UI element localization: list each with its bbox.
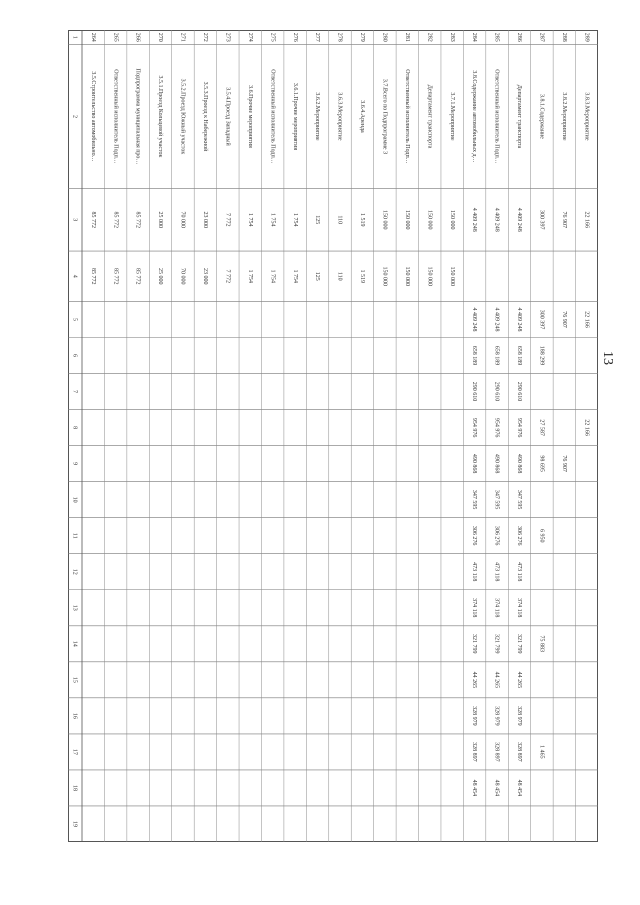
cell-value: 1 754 — [269, 269, 276, 283]
cell-value: 300 397 — [538, 210, 545, 230]
cell-value: 290 610 — [471, 381, 478, 402]
cell-value: 4 409 248 — [471, 307, 478, 332]
row-name: Ответственный исполнитель Подп… — [112, 69, 119, 164]
cell-value: 85 772 — [112, 267, 119, 285]
row-id: 289 — [583, 32, 590, 42]
cell-value: 300 397 — [538, 309, 545, 330]
row-name: Ответственный исполнитель Подп… — [493, 69, 500, 164]
cell-value: 1 465 — [538, 745, 545, 759]
row-name: 3.6.4.Аренда — [359, 100, 366, 133]
cell-value: 85 772 — [89, 211, 96, 229]
header-number: 16 — [71, 712, 78, 719]
cell-value: 328 897 — [493, 742, 500, 762]
row-name: 3.6.3.Мероприятие — [336, 92, 343, 141]
cell-value: 374 118 — [471, 598, 478, 618]
cell-value: 347 595 — [493, 489, 500, 510]
row-id: 283 — [448, 32, 455, 42]
row-id: 272 — [202, 32, 209, 42]
cell-value: 328 979 — [471, 706, 478, 726]
row-id: 284 — [471, 32, 478, 42]
header-number: 13 — [71, 604, 78, 611]
row-id: 288 — [560, 32, 567, 42]
row-name: 3.6.1.Прочие мероприятия — [291, 82, 298, 151]
row-id: 286 — [516, 32, 523, 42]
row-name: 3.8.Содержание автомобильных д… — [471, 70, 478, 163]
cell-value: 150 000 — [448, 266, 455, 286]
cell-value: 321 799 — [471, 634, 478, 654]
cell-value: 75 883 — [538, 635, 545, 653]
cell-value: 473 118 — [516, 562, 523, 582]
cell-value: 490 868 — [493, 453, 500, 474]
header-number: 14 — [71, 640, 78, 647]
row-name: 3.5.1.Проезд Кольцевой участок — [157, 75, 164, 158]
cell-value: 48 454 — [493, 779, 500, 797]
cell-value: 125 — [314, 215, 321, 225]
cell-value: 4 409 248 — [493, 207, 500, 232]
cell-value: 321 799 — [493, 634, 500, 654]
cell-value: 110 — [336, 271, 343, 281]
cell-value: 658 189 — [471, 345, 478, 366]
cell-value: 306 276 — [471, 525, 478, 546]
row-name: 3.7.Всего по Подпрограмме 3 — [381, 78, 388, 155]
cell-value: 188 299 — [538, 345, 545, 366]
row-id: 270 — [157, 32, 164, 42]
cell-value: 374 118 — [516, 598, 523, 618]
header-number: 17 — [71, 748, 78, 755]
row-id: 266 — [134, 32, 141, 42]
cell-value: 98 695 — [538, 455, 545, 472]
cell-value: 150 000 — [403, 210, 410, 230]
page-number: 13 — [600, 351, 615, 365]
header-number: 9 — [71, 462, 78, 466]
row-id: 276 — [291, 32, 298, 42]
cell-value: 4 409 248 — [516, 307, 523, 332]
header-number: 12 — [71, 568, 78, 575]
cell-value: 1 754 — [291, 213, 298, 227]
cell-value: 22 166 — [583, 311, 590, 328]
header-number: 3 — [71, 218, 78, 222]
header-number: 19 — [71, 820, 78, 827]
row-name: 3.5.Строительство автомобильно… — [89, 71, 96, 162]
cell-value: 954 976 — [516, 417, 523, 438]
cell-value: 150 000 — [448, 210, 455, 230]
row-name: 3.5.2.Проезд Южный участок — [179, 78, 186, 155]
cell-value: 473 118 — [493, 562, 500, 582]
cell-value: 321 799 — [516, 634, 523, 654]
cell-value: 22 166 — [583, 419, 590, 436]
cell-value: 490 868 — [516, 453, 523, 474]
cell-value: 150 000 — [403, 266, 410, 286]
cell-value: 4 409 248 — [516, 207, 523, 232]
cell-value: 70 000 — [179, 211, 186, 229]
header-number: 15 — [71, 676, 78, 683]
cell-value: 1 754 — [269, 213, 276, 227]
row-name: 3.8.1.Содержание — [538, 94, 545, 139]
cell-value: 22 166 — [583, 211, 590, 229]
cell-value: 23 000 — [202, 211, 209, 229]
cell-value: 347 595 — [516, 489, 523, 510]
cell-value: 473 118 — [471, 562, 478, 582]
row-id: 277 — [314, 32, 321, 42]
cell-value: 490 868 — [471, 453, 478, 474]
row-name: 3.5.4.Проезд Западный — [224, 87, 231, 146]
row-id: 271 — [179, 32, 186, 42]
cell-value: 44 265 — [493, 671, 500, 689]
header-number: 10 — [71, 496, 78, 503]
cell-value: 25 000 — [157, 211, 164, 229]
cell-value: 290 610 — [493, 381, 500, 402]
header-number: 6 — [71, 354, 78, 358]
row-name: 3.7.1.Мероприятие — [448, 92, 455, 141]
cell-value: 954 976 — [493, 417, 500, 438]
row-id: 265 — [112, 32, 119, 42]
cell-value: 7 772 — [224, 213, 231, 227]
header-number: 5 — [71, 317, 78, 321]
cell-value: 328 979 — [493, 706, 500, 726]
cell-value: 23 000 — [202, 267, 209, 285]
cell-value: 150 000 — [426, 210, 433, 230]
cell-value: 306 276 — [493, 525, 500, 546]
cell-value: 1 519 — [359, 269, 366, 283]
cell-value: 27 587 — [538, 419, 545, 436]
cell-value: 290 610 — [516, 381, 523, 402]
cell-value: 76 907 — [560, 455, 567, 472]
cell-value: 25 000 — [157, 267, 164, 285]
header-number: 4 — [71, 274, 78, 278]
cell-value: 48 454 — [516, 779, 523, 797]
row-id: 285 — [493, 32, 500, 42]
row-id: 279 — [359, 32, 366, 42]
row-name: Ответственный исполнитель Подп… — [269, 69, 276, 164]
row-id: 287 — [538, 32, 545, 42]
cell-value: 76 907 — [560, 211, 567, 229]
row-id: 280 — [381, 32, 388, 42]
cell-value: 76 907 — [560, 311, 567, 328]
row-name: Подпрограмма муниципальная про… — [134, 68, 141, 165]
cell-value: 125 — [314, 271, 321, 281]
cell-value: 150 000 — [381, 210, 388, 230]
row-name: Департамент транспорта — [426, 84, 433, 149]
cell-value: 44 265 — [471, 671, 478, 689]
cell-value: 328 897 — [516, 742, 523, 762]
cell-value: 347 595 — [471, 489, 478, 510]
header-number: 7 — [71, 390, 78, 394]
cell-value: 110 — [336, 215, 343, 225]
cell-value: 954 976 — [471, 417, 478, 438]
row-id: 264 — [89, 32, 96, 42]
row-name: 3.8.2.Мероприятие — [560, 92, 567, 141]
row-id: 275 — [269, 32, 276, 42]
header-number: 1 — [71, 35, 78, 39]
row-id: 278 — [336, 32, 343, 42]
cell-value: 1 754 — [246, 269, 253, 283]
cell-value: 85 772 — [134, 211, 141, 229]
row-id: 274 — [246, 32, 253, 42]
row-name: 3.6.Прочие мероприятия — [246, 85, 253, 148]
cell-value: 70 000 — [179, 267, 186, 285]
header-number: 18 — [71, 784, 78, 791]
cell-value: 328 979 — [516, 706, 523, 726]
cell-value: 150 000 — [381, 266, 388, 286]
cell-value: 85 772 — [89, 267, 96, 285]
cell-value: 658 189 — [516, 345, 523, 366]
row-name: 3.5.3.Проезд к Набережной — [202, 81, 209, 152]
cell-value: 7 772 — [224, 269, 231, 283]
cell-value: 150 000 — [426, 266, 433, 286]
cell-value: 4 409 248 — [471, 207, 478, 232]
table-svg — [68, 30, 598, 842]
cell-value: 306 276 — [516, 525, 523, 546]
cell-value: 1 519 — [359, 213, 366, 227]
cell-value: 48 454 — [471, 779, 478, 797]
rotated-budget-table — [68, 30, 598, 842]
cell-value: 1 754 — [291, 269, 298, 283]
row-name: 3.8.3.Мероприятие — [583, 92, 590, 141]
cell-value: 85 772 — [112, 211, 119, 229]
cell-value: 4 409 248 — [493, 307, 500, 332]
header-number: 2 — [71, 114, 78, 118]
cell-value: 85 772 — [134, 267, 141, 285]
header-number: 11 — [71, 532, 78, 539]
row-id: 273 — [224, 32, 231, 42]
row-name: Департамент транспорта — [516, 84, 523, 149]
header-number: 8 — [71, 426, 78, 430]
cell-value: 44 265 — [516, 671, 523, 689]
row-id: 282 — [426, 32, 433, 42]
row-name: 3.6.2.Мероприятие — [314, 92, 321, 141]
cell-value: 658 189 — [493, 345, 500, 366]
cell-value: 6 950 — [538, 528, 545, 543]
row-name: Ответственный исполнитель Подп… — [403, 69, 410, 164]
cell-value: 1 754 — [246, 213, 253, 227]
row-id: 281 — [403, 32, 410, 42]
cell-value: 328 897 — [471, 742, 478, 762]
cell-value: 374 118 — [493, 598, 500, 618]
